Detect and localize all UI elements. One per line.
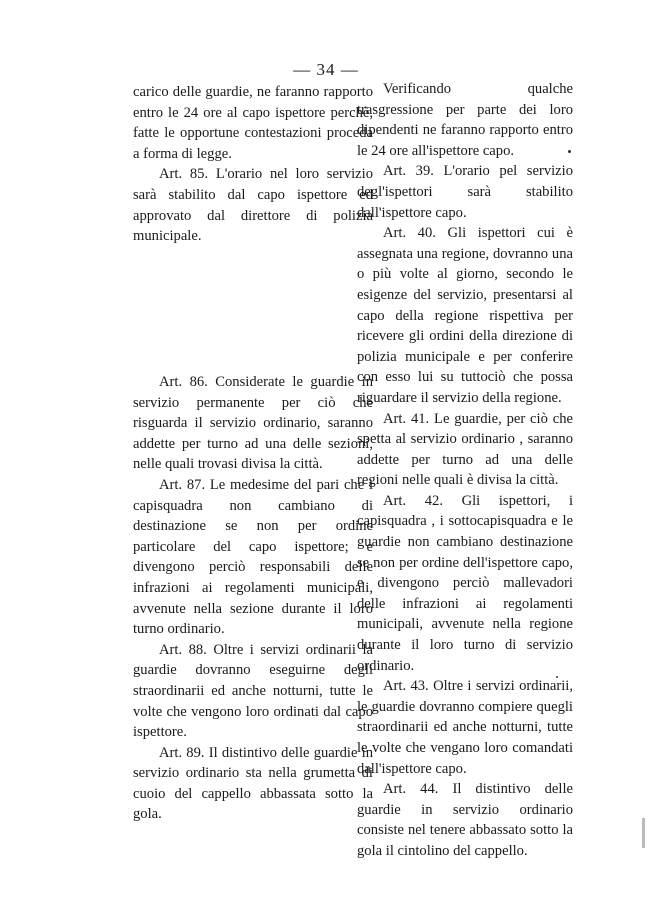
paragraph-art-41: Art. 41. Le guardie, per ciò che spetta al servizio ordinario , saranno addette per turno ad una delle regioni nelle quali è divisa la città. (357, 410, 573, 489)
page-number: — 34 — (293, 60, 359, 79)
ink-speck (556, 676, 558, 678)
paragraph-art-88: Art. 88. Oltre i servizi ordinarii la guardie dovranno eseguirne degli straordinarii ed anche notturni, tutte le volte che vengono loro ordinati dal capo ispettore. (133, 641, 373, 741)
left-column-top (133, 82, 373, 247)
paragraph-art-40: Art. 40. Gli ispettori cui è assegnata una regione, dovranno una o più volte al giorno, secondo le esigenze del servizio, presentarsi al capo della regione rispettiva per ricevere gli ordini della direzione di polizia municipale e per conferire con esso lui su tuttociò che possa riguardare il servizio della regione. (357, 225, 573, 406)
paragraph-art-87: Art. 87. Le medesime del pari che i capisquadra non cambiano di destinazione se non per ordine particolare del capo ispettore; e divengono perciò responsabili delle infrazioni ai regolamenti municipali, avvenute nella sezione durante il loro turno ordinario. (133, 476, 373, 638)
paragraph-art-39: Art. 39. L'orario pel servizio degl'ispettori sarà stabilito dall'ispettore capo. (357, 163, 573, 221)
page-edge-mark (642, 818, 645, 848)
right-column (357, 79, 573, 862)
left-column-bottom (133, 372, 373, 825)
paragraph-art-89: Art. 89. Il distintivo delle guardie in servizio ordinario sta nella grumetta di cuoio del cappello abbassata sotto la gola. (133, 744, 373, 823)
paragraph-continuation: carico delle guardie, ne faranno rapporto entro le 24 ore al capo ispettore perchè, fatte le opportune contestazioni proceda a forma di legge. (133, 84, 373, 162)
paragraph-art-85: Art. 85. L'orario nel loro servizio sarà stabilito dal capo ispettore ed approvato dal direttore di polizia municipale. (133, 166, 373, 245)
paragraph-art-86: Art. 86. Considerate le guardie in servizio permanente per ciò che risguarda il servizio ordinario, saranno addette per turno ad una delle sezioni, nelle quali trovasi divisa la città. (133, 374, 373, 473)
paragraph-art-43: Art. 43. Oltre i servizi ordinarii, le guardie dovranno compiere quegli straordinarii ed anche notturni, tutte le volte che vengano loro comandati dall'ispettore capo. (357, 678, 573, 777)
ink-speck (568, 150, 571, 153)
paragraph-verificando: Verificando qualche trasgressione per parte dei loro dipendenti ne faranno rapporto entro le 24 ore all'ispettore capo. (357, 81, 573, 159)
paragraph-art-42: Art. 42. Gli ispettori, i capisquadra , i sottocapisquadra e le guardie non cambiano destinazione se non per ordine dell'ispettore capo, e divengono perciò mallevadori delle infrazioni ai regolamenti municipali, avvenute nella regione durante il loro turno di servizio ordinario. (357, 492, 573, 674)
paragraph-art-44: Art. 44. Il distintivo delle guardie in servizio ordinario consiste nel tenere abbassato sotto la gola il cintolino del cappello. (357, 781, 573, 859)
